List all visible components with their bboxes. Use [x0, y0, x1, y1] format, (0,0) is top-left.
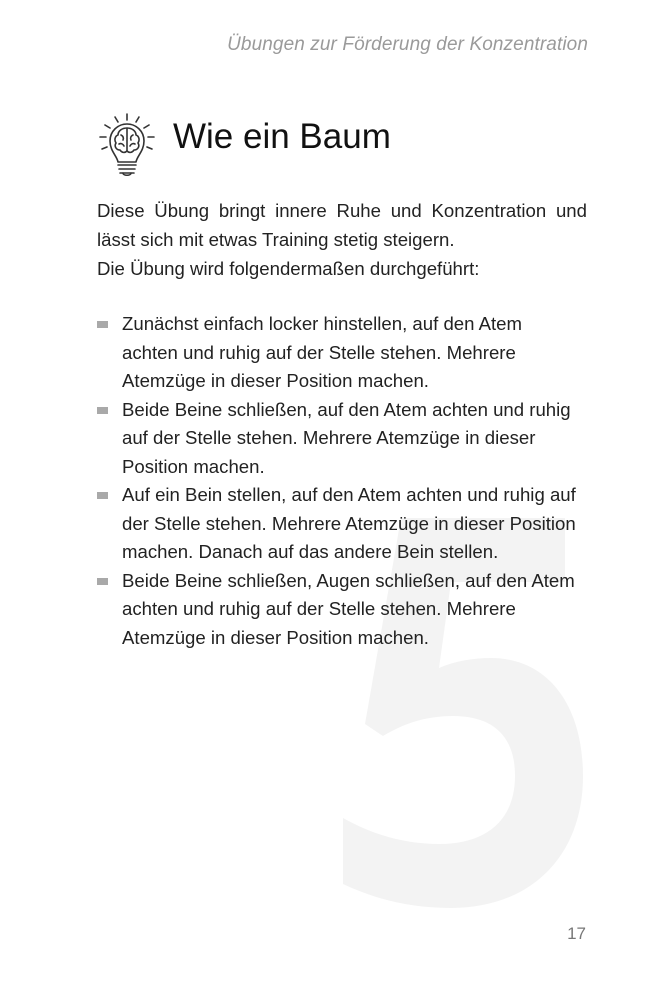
page-number: 17: [567, 924, 586, 943]
list-item: [97, 567, 577, 653]
exercise-steps-list: [97, 310, 577, 652]
lightbulb-brain-icon: [97, 112, 157, 178]
section-title: Wie ein Baum: [173, 116, 391, 156]
step-text: Zunächst einfach locker hinstellen, auf den Atem achten und ruhig auf der Stelle stehen. Mehrere Atemzüge in dieser Position machen.: [122, 313, 523, 391]
list-item: [97, 481, 577, 567]
intro-paragraph: Diese Übung bringt innere Ruhe und Konzentration und lässt sich mit etwas Training stetig steigern.: [97, 200, 587, 250]
intro-text: [97, 196, 587, 283]
step-text: Auf ein Bein stellen, auf den Atem achten und ruhig auf der Stelle stehen. Mehrere Atemzüge in dieser Position machen. Danach auf das andere Bein stellen.: [122, 484, 576, 562]
square-bullet-icon: [97, 578, 108, 585]
step-text: Beide Beine schließen, Augen schließen, auf den Atem achten und ruhig auf der Stelle stehen. Mehrere Atemzüge in dieser Position machen.: [122, 569, 575, 648]
section-heading: [97, 112, 391, 178]
step-text: Beide Beine schließen, auf den Atem achten und ruhig auf der Stelle stehen. Mehrere Atemzüge in dieser Position machen.: [122, 398, 571, 477]
square-bullet-icon: [97, 321, 108, 328]
list-item: [97, 396, 577, 482]
list-item: [97, 310, 577, 396]
running-head: Übungen zur Förderung der Konzentration: [227, 34, 588, 55]
square-bullet-icon: [97, 492, 108, 499]
intro-instruction: Die Übung wird folgendermaßen durchgeführt:: [97, 258, 480, 279]
square-bullet-icon: [97, 407, 108, 414]
